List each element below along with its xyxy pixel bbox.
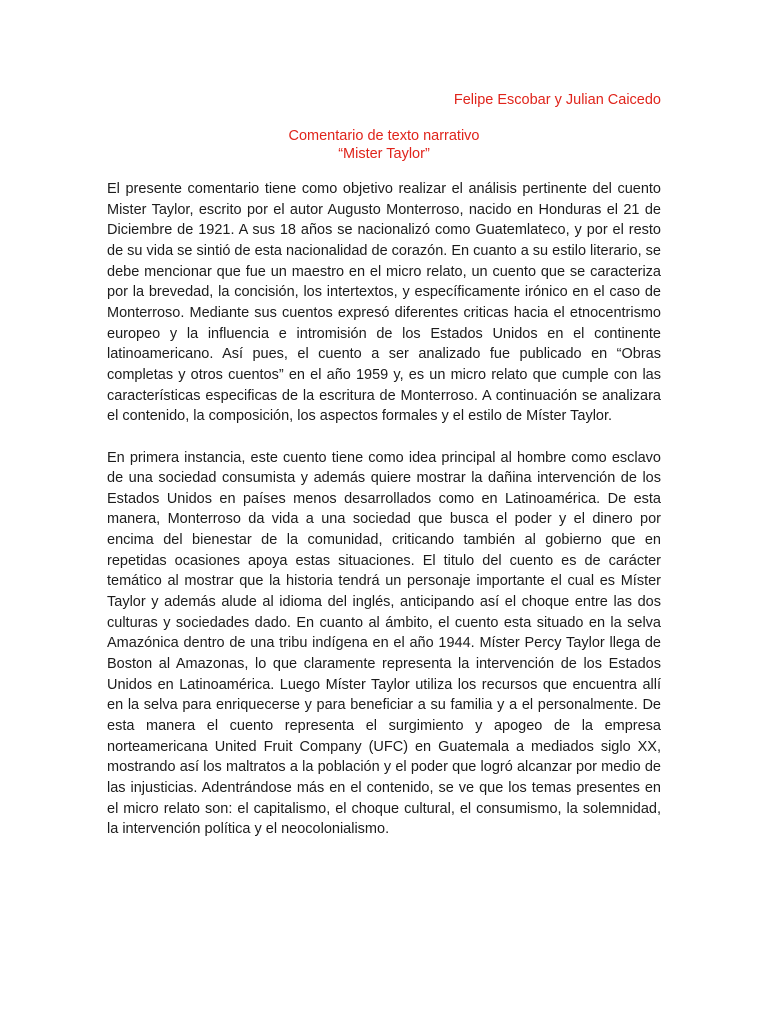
document-body: [107, 179, 661, 861]
paragraph-introduction: El presente comentario tiene como objetivo realizar el análisis pertinente del cuento Mister Taylor, escrito por el autor Augusto Monterroso, nacido en Honduras el 21 de Diciembre de 1921. A sus 18 años se nacionalizó como Guatemlateco, y por el resto de su vida se sintió de esta nacionalidad de corazón. En cuanto a su estilo literario, se debe mencionar que fue un maestro en el micro relato, un cuento que se caracteriza por la brevedad, la concisión, los intertextos, y específicamente irónico en el caso de Monterroso. Mediante sus cuentos expresó diferentes criticas hacia el etnocentrismo europeo y la influencia e intromisión de los Estados Unidos en el continente latinoamericano. Así pues, el cuento a ser analizado fue publicado en “Obras completas y otros cuentos” en el año 1959 y, es un micro relato que cumple con las características especificas de la escritura de Monterroso. A continuación se analizara el contenido, la composición, los aspectos formales y el estilo de Míster Taylor.: [107, 181, 661, 425]
document-title: [0, 127, 768, 163]
title-line-genre: Comentario de texto narrativo: [288, 128, 480, 144]
title-line-story: “Mister Taylor”: [338, 146, 430, 162]
paragraph-analysis: En primera instancia, este cuento tiene como idea principal al hombre como esclavo de una sociedad consumista y además quiere mostrar la dañina intervención de los Estados Unidos en países menos desarrollados como en Latinoamérica. De esta manera, Monterroso da vida a una sociedad que busca el poder y el dinero por encima del bienestar de la comunidad, criticando también al gobierno que en repetidas ocasiones apoya estas situaciones. El titulo del cuento es de carácter temático al mostrar que la historia tendrá un personaje importante el cual es Míster Taylor y además alude al idioma del inglés, anticipando así el choque entre las dos culturas y sociedades dado. En cuanto al ámbito, el cuento esta situado en la selva Amazónica dentro de una tribu indígena en el año 1944. Míster Percy Taylor llega de Boston al Amazonas, lo que claramente representa la intervención de los Estados Unidos en Latinoamérica. Luego Míster Taylor utiliza los recursos que encuentra allí en la selva para enriquecerse y para beneficiar a su familia y a el personalmente. De esta manera el cuento representa el surgimiento y apogeo de la empresa norteamericana United Fruit Company (UFC) en Guatemala a mediados siglo XX, mostrando así los maltratos a la población y el poder que logró alcanzar por medio de las injusticias. Adentrándose más en el contenido, se ve que los temas presentes en el micro relato son: el capitalismo, el choque cultural, el consumismo, la solemnidad, la intervención política y el neocolonialismo.: [107, 449, 661, 838]
author-names: Felipe Escobar y Julian Caicedo: [453, 92, 661, 108]
